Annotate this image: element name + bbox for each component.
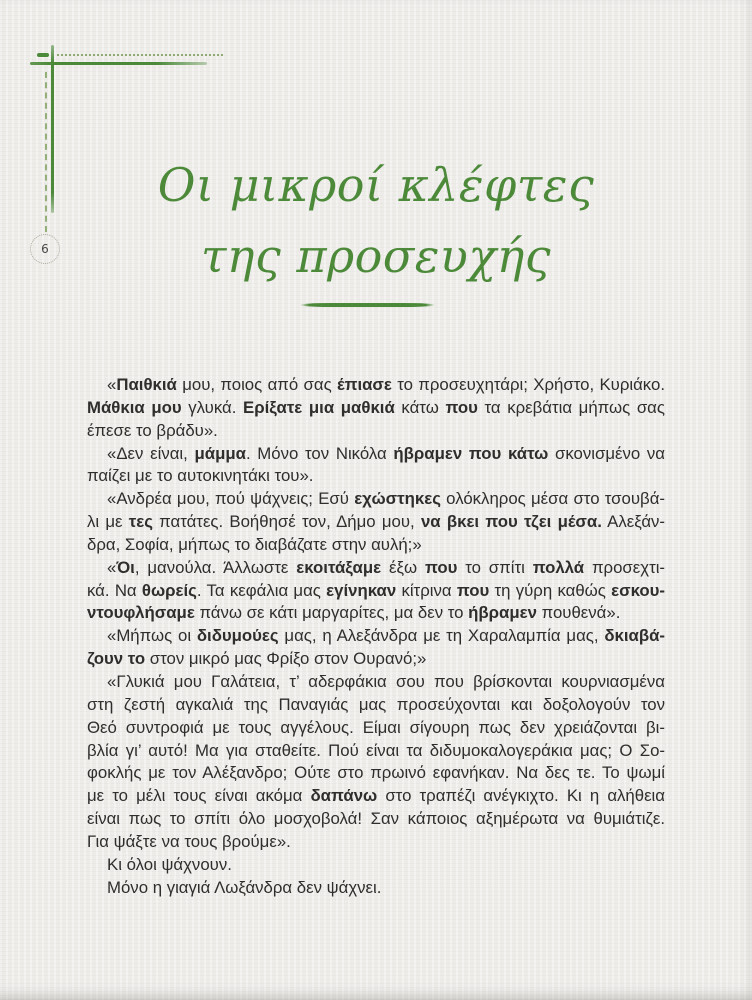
text-segment: έπεσε το βράδυ».: [87, 420, 218, 440]
text-segment: «Δεν είναι,: [107, 443, 195, 463]
text-line: [87, 694, 665, 717]
text-segment: τες: [128, 512, 153, 532]
text-segment: λι με: [87, 512, 129, 532]
text-line-content: [87, 625, 665, 648]
text-line: [87, 808, 665, 831]
chapter-title: [87, 150, 665, 292]
text-line-content: [87, 557, 665, 580]
text-segment: εκοιτάξαμε: [296, 557, 382, 577]
text-segment: στη ζεστή αγκαλιά της Παναγιάς μας προσεύχονται και δοξολογούν τον: [87, 694, 665, 714]
text-line: [87, 625, 665, 648]
paragraph: [87, 488, 665, 557]
text-line: [87, 511, 665, 534]
text-segment: Για ψάξτε να τους βρούμε».: [87, 831, 291, 851]
paragraph: [87, 374, 665, 443]
text-segment: που: [424, 557, 458, 577]
text-line-content: [87, 854, 232, 877]
text-segment: Μάθκια μου: [87, 397, 182, 417]
text-segment: κάτω: [394, 397, 446, 417]
text-line-content: [87, 877, 381, 900]
page-number: 6: [41, 242, 49, 256]
text-segment: είναι πως το σπίτι όλο μοσχοβολά! Σαν κάποιος αξημέρωτα να θυμιάτιζε.: [87, 809, 665, 829]
text-line: [87, 785, 665, 808]
text-segment: Μόνο η γιαγιά Λωξάνδρα δεν ψάχνει.: [107, 877, 382, 897]
text-line-content: [87, 374, 665, 397]
text-segment: θωρείς: [141, 580, 197, 600]
text-segment: ήβραμεν που κάτω: [393, 443, 549, 463]
text-line-content: [87, 488, 665, 511]
text-line-content: [87, 602, 620, 625]
text-line-content: [87, 443, 665, 466]
text-segment: να βκει που τζει μέσα.: [420, 512, 602, 532]
text-line-content: [87, 534, 422, 557]
text-line-content: [87, 511, 665, 534]
text-segment: πατάτες. Βοήθησέ τον, Δήμο μου,: [152, 512, 421, 532]
paragraph: [87, 625, 665, 671]
text-segment: μας, η Αλεξάνδρα με τη Χαραλαμπία μας,: [278, 626, 605, 646]
text-line-content: [87, 465, 313, 488]
text-line: [87, 374, 665, 397]
title-divider: [300, 303, 435, 307]
text-line: [87, 740, 665, 763]
text-segment: ολόκληρος μέσα στο τσουβά-: [440, 489, 665, 509]
text-segment: το προσευχητάρι; Χρήστο, Κυριάκο.: [391, 375, 665, 394]
text-segment: Θεό συντροφιά με τους αγγέλους. Είμαι σίγουρη πως δεν χρειάζονται βι-: [87, 717, 665, 737]
body-text: [87, 374, 665, 899]
text-line-content: [87, 397, 665, 420]
text-line: [87, 443, 665, 466]
text-segment: «: [107, 557, 117, 577]
dashed-vertical-rule: [45, 72, 47, 232]
text-line-content: [87, 648, 426, 671]
chapter-title-line-2: της προσευχής: [200, 229, 552, 283]
text-segment: στο τραπέζι ανέγκιχτο. Κι η αλήθεια: [377, 786, 665, 806]
text-line: [87, 831, 665, 854]
text-segment: βλία γι’ αυτό! Μα για σταθείτε. Πού είναι τα διδυμοκαλογεράκια μας; Ο Σο-: [87, 740, 665, 760]
text-segment: μάμμα: [194, 443, 246, 463]
text-segment: δρα, Σοφία, μήπως το διαβάζατε στην αυλή;»: [87, 534, 422, 554]
text-segment: Παιθκιά: [116, 375, 177, 394]
text-line-content: [87, 762, 665, 785]
text-segment: . Τα κεφάλια μας: [196, 580, 327, 600]
page-number-badge: [30, 234, 60, 264]
text-line: [87, 465, 665, 488]
paragraph: [87, 557, 665, 626]
text-line-content: [87, 740, 665, 763]
text-line: [87, 488, 665, 511]
text-segment: εγίνηκαν: [326, 580, 397, 600]
text-line-content: [87, 785, 665, 808]
text-segment: , μανούλα. Άλλωστε: [134, 557, 297, 577]
text-line-content: [87, 694, 665, 717]
text-segment: το σπίτι: [457, 557, 533, 577]
text-line: [87, 854, 665, 877]
text-segment: φοκλής με τον Αλέξανδρο; Ούτε στο πρωινό εφανήκαν. Να δες τε. Το ψωμί: [87, 763, 665, 783]
text-segment: εσκου-: [611, 580, 665, 600]
text-segment: «Μήπως οι: [107, 626, 197, 646]
text-line-content: [87, 831, 291, 854]
text-segment: Αλεξάν-: [601, 512, 665, 532]
text-segment: προσεχτι-: [584, 557, 666, 577]
text-segment: που: [445, 397, 478, 417]
text-line-content: [87, 420, 218, 443]
text-segment: δαπάνω: [310, 786, 378, 806]
text-line-content: [87, 717, 665, 740]
text-segment: Όι: [116, 557, 135, 577]
text-line-content: [87, 580, 665, 603]
text-segment: δκιαβά-: [604, 626, 665, 646]
text-segment: . Μόνο τον Νικόλα: [245, 443, 394, 463]
text-segment: διδυμούες: [196, 626, 279, 646]
rule-arrow-dash-icon: [37, 53, 49, 57]
text-line: [87, 602, 665, 625]
text-segment: πάνω σε κάτι μαργαρίτες, μα δεν το: [194, 603, 469, 623]
text-segment: τη γύρη καθώς: [489, 580, 612, 600]
paragraph: [87, 854, 665, 877]
text-segment: που: [456, 580, 490, 600]
paragraph: [87, 877, 665, 900]
text-line: [87, 557, 665, 580]
text-segment: στον μικρό μας Φρίξο στον Ουρανό;»: [145, 649, 427, 669]
text-segment: «Ανδρέα μου, πού ψάχνεις; Εσύ: [107, 489, 355, 509]
text-line: [87, 648, 665, 671]
text-segment: παίζει με το αυτοκινητάκι του».: [87, 466, 314, 486]
text-segment: τα κρεβάτια μήπως σας: [477, 397, 665, 417]
text-segment: πουθενά».: [536, 603, 621, 623]
text-segment: γλυκά.: [181, 397, 243, 417]
solid-vertical-rule: [51, 45, 54, 213]
text-segment: Κι όλοι ψάχνουν.: [107, 854, 232, 874]
paragraph: [87, 671, 665, 854]
text-segment: μου, ποιος από σας: [176, 375, 338, 394]
text-segment: σκονισμένο να: [548, 443, 665, 463]
solid-horizontal-rule: [30, 62, 207, 65]
text-segment: κά. Να: [87, 580, 142, 600]
text-segment: έξω: [381, 557, 425, 577]
text-segment: ήβραμεν: [468, 603, 537, 623]
text-line-content: [87, 808, 665, 831]
text-line: [87, 671, 665, 694]
text-segment: εχώστηκες: [354, 489, 441, 509]
text-line-content: [87, 671, 665, 694]
text-line: [87, 580, 665, 603]
text-line: [87, 762, 665, 785]
text-segment: Ερίξατε μια μαθκιά: [243, 397, 395, 417]
paragraph: [87, 443, 665, 489]
text-line: [87, 534, 665, 557]
text-line: [87, 877, 665, 900]
text-segment: έπιασε: [337, 375, 392, 394]
text-segment: ζουν το: [87, 649, 146, 669]
chapter-title-line-1: Οι μικροί κλέφτες: [157, 158, 595, 212]
text-segment: κίτρινα: [396, 580, 457, 600]
text-segment: ντουφλήσαμε: [87, 603, 195, 623]
text-segment: «Γλυκιά μου Γαλάτεια, τ’ αδερφάκια σου που βρίσκονται κουρνιασμένα: [107, 671, 665, 691]
text-line: [87, 420, 665, 443]
text-segment: με το μέλι τους είναι ακόμα: [87, 786, 311, 806]
text-segment: πολλά: [532, 557, 585, 577]
text-segment: «: [107, 375, 117, 394]
text-line: [87, 717, 665, 740]
dotted-horizontal-rule: [57, 54, 223, 56]
text-line: [87, 397, 665, 420]
